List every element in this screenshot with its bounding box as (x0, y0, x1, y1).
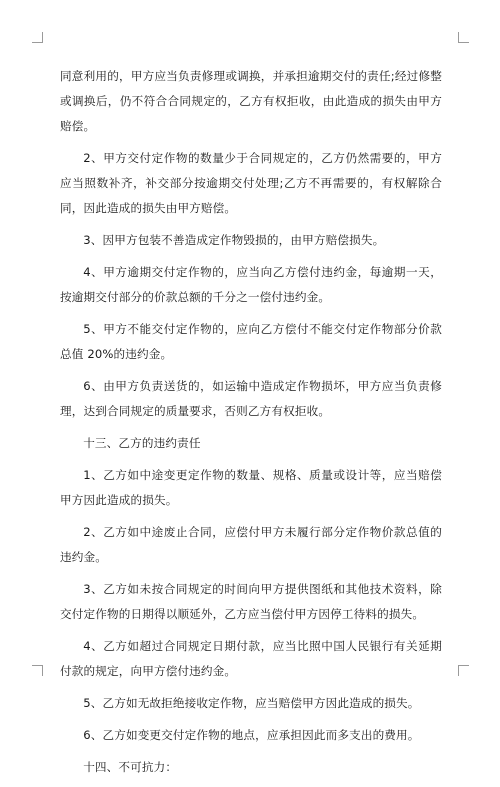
paragraph-b-clause-3: 3、乙方如未按合同规定的时间向甲方提供图纸和其他技术资料，除交付定作物的日期得以顺延外，乙方应当偿付甲方因停工待料的损失。 (60, 582, 442, 621)
paragraph-clause-3: 3、因甲方包装不善造成定作物毁损的，由甲方赔偿损失。 (83, 233, 385, 247)
crop-mark-top-left (32, 32, 43, 43)
paragraph-clause-5: 5、甲方不能交付定作物的，应向乙方偿付不能交付定作物部分价款总值 20%的违约金。 (60, 322, 442, 361)
paragraph-b-clause-6: 6、乙方如变更交付定作物的地点，应承担因此而多支出的费用。 (83, 728, 420, 742)
paragraph-b-clause-4: 4、乙方如超过合同规定日期付款，应当比照中国人民银行有关延期付款的规定，向甲方偿付违约金。 (60, 639, 442, 678)
section-heading-14: 十四、不可抗力： (83, 760, 178, 774)
paragraph-b-clause-5: 5、乙方如无故拒绝接收定作物，应当赔偿甲方因此造成的损失。 (83, 696, 420, 710)
crop-mark-bottom-left (32, 665, 43, 676)
paragraph-b-clause-2: 2、乙方如中途废止合同，应偿付甲方未履行部分定作物价款总值的违约金。 (60, 525, 442, 564)
paragraph-b-clause-1: 1、乙方如中途变更定作物的数量、规格、质量或设计等，应当赔偿甲方因此造成的损失。 (60, 468, 442, 507)
section-heading-13: 十三、乙方的违约责任 (83, 436, 201, 450)
crop-mark-bottom-right (458, 665, 469, 676)
paragraph-continuation: 同意利用的，甲方应当负责修理或调换，并承担逾期交付的责任;经过修整或调换后，仍不符合合同规定的，乙方有权拒收，由此造成的损失由甲方赔偿。 (60, 69, 442, 133)
document-body (60, 64, 442, 787)
paragraph-clause-2: 2、甲方交付定作物的数量少于合同规定的，乙方仍然需要的，甲方应当照数补齐，补交部分按逾期交付处理;乙方不再需要的，有权解除合同，因此造成的损失由甲方赔偿。 (60, 151, 442, 215)
paragraph-clause-4: 4、甲方逾期交付定作物的，应当向乙方偿付违约金，每逾期一天，按逾期交付部分的价款总额的千分之一偿付违约金。 (60, 265, 442, 304)
paragraph-clause-6: 6、由甲方负责送货的，如运输中造成定作物损坏，甲方应当负责修理，达到合同规定的质量要求，否则乙方有权拒收。 (60, 379, 442, 418)
crop-mark-top-right (458, 32, 469, 43)
